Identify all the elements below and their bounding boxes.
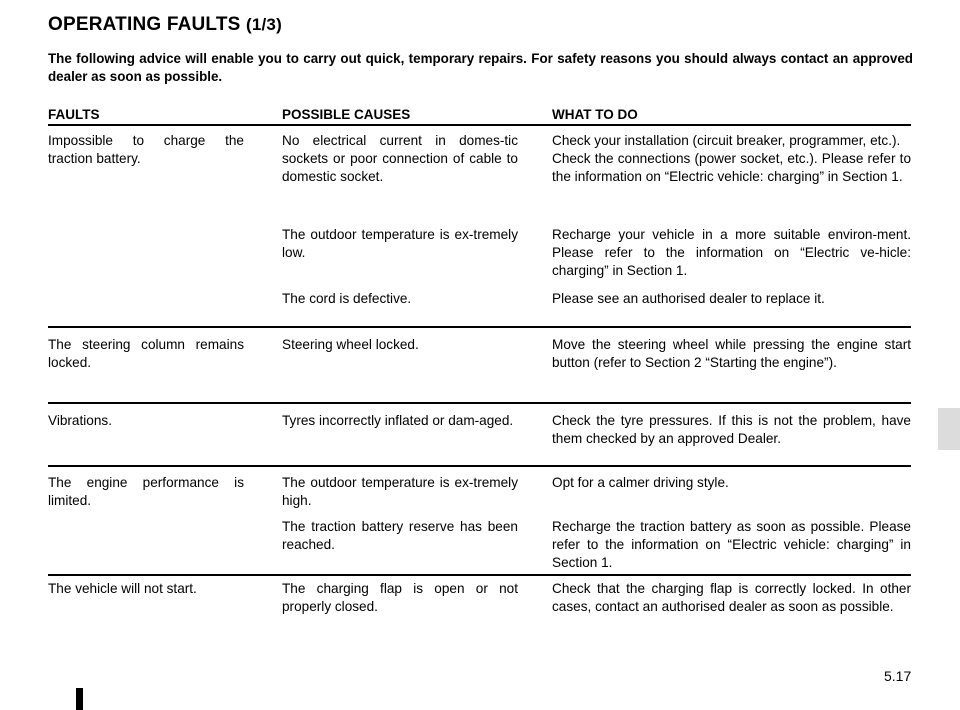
fault-cell: The engine performance is limited. [48,475,244,508]
cause-cell: The outdoor temperature is ex-tremely low. [282,227,518,260]
section-thumb-tab [938,408,960,450]
action-cell: Please see an authorised dealer to replace it. [552,291,825,306]
header-what-to-do: WHAT TO DO [552,107,638,122]
page-number: 5.17 [884,668,912,684]
cause-cell: The outdoor temperature is ex-tremely high. [282,475,518,508]
title-part: (1/3) [245,15,282,34]
intro-paragraph: The following advice will enable you to carry out quick, temporary repairs. For safety reasons you should always contact an approved dealer as soon as possible. [48,51,913,84]
page-title [48,14,282,36]
header-rule [48,124,911,126]
cause-cell: No electrical current in domes-tic sockets or poor connection of cable to domestic socket. [282,133,518,184]
fault-cell: Vibrations. [48,413,112,428]
cause-cell: Steering wheel locked. [282,337,419,352]
header-possible-causes: POSSIBLE CAUSES [282,107,411,122]
fault-cell: Impossible to charge the traction battery. [48,133,244,166]
fault-cell: The steering column remains locked. [48,337,244,370]
action-cell: Move the steering wheel while pressing the engine start button (refer to Section 2 “Starting the engine”). [552,337,911,370]
action-cell: Check the tyre pressures. If this is not the problem, have them checked by an approved Dealer. [552,413,911,446]
fault-cell: The vehicle will not start. [48,581,197,596]
crop-mark [76,688,83,710]
cause-cell: Tyres incorrectly inflated or dam-aged. [282,413,514,428]
row-divider [48,574,911,576]
cause-cell: The traction battery reserve has been reached. [282,519,518,552]
action-cell: Check your installation (circuit breaker, programmer, etc.). Check the connections (power socket, etc.). Please refer to the information on “Electric vehicle: charging” in Section 1. [552,133,911,184]
cause-cell: The cord is defective. [282,291,412,306]
title-main: OPERATING FAULTS [48,14,241,35]
cause-cell: The charging flap is open or not properly closed. [282,581,518,614]
header-faults: FAULTS [48,107,100,122]
row-divider [48,402,911,404]
action-cell: Recharge the traction battery as soon as possible. Please refer to the information on “Electric vehicle: charging” in Section 1. [552,519,911,570]
action-cell: Opt for a calmer driving style. [552,475,729,490]
row-divider [48,465,911,467]
action-cell: Check that the charging flap is correctly locked. In other cases, contact an authorised dealer as soon as possible. [552,581,911,614]
action-cell: Recharge your vehicle in a more suitable environ-ment. Please refer to the information on “Electric ve-hicle: charging” in Section 1. [552,227,911,278]
row-divider [48,326,911,328]
